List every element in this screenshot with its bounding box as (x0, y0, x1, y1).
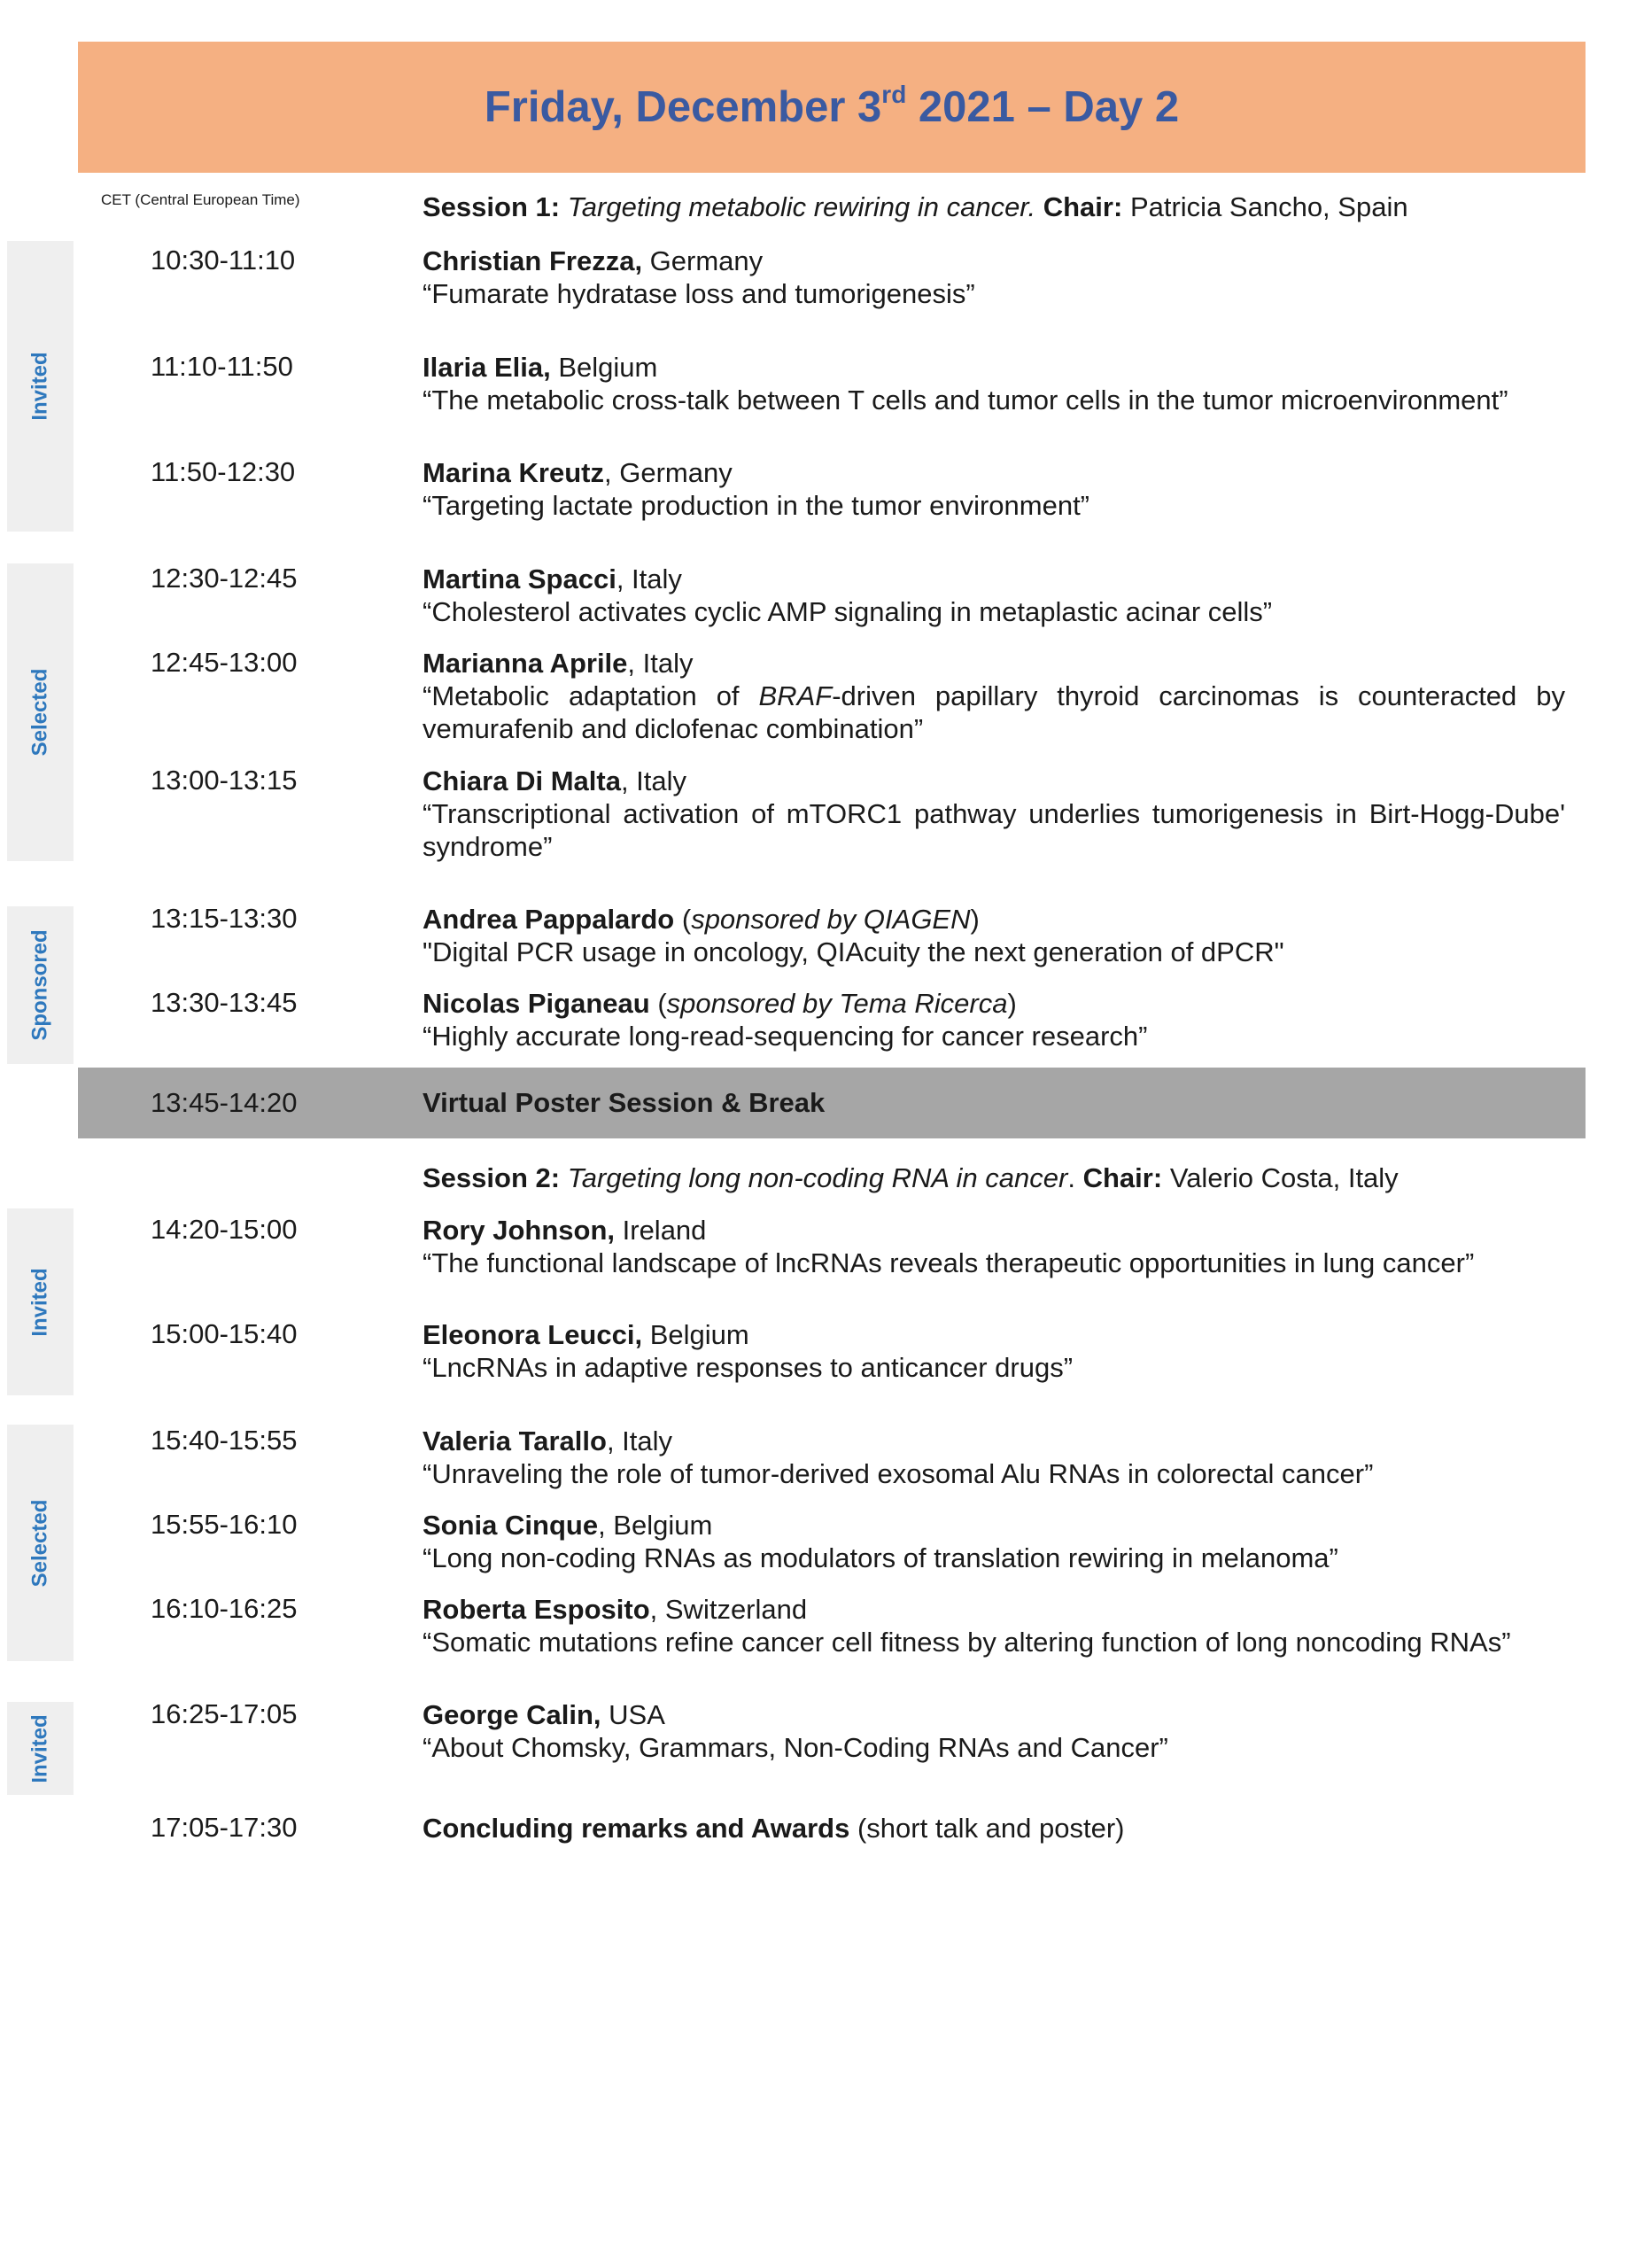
talk-title-part: “Metabolic adaptation of (423, 680, 759, 711)
closing-label: Concluding remarks and Awards (423, 1813, 850, 1844)
tag-invited-2 (7, 1208, 74, 1395)
talk-title: "Digital PCR usage in oncology, QIAcuity the next generation of dPCR" (423, 936, 1284, 967)
talk-time: 15:55-16:10 (151, 1509, 298, 1540)
tag-label: Selected (27, 668, 52, 757)
tag-selected-1 (7, 563, 74, 861)
talk-entry (423, 456, 1565, 522)
talk-title: “About Chomsky, Grammars, Non-Coding RNAs and Cancer” (423, 1732, 1168, 1763)
day-title (485, 82, 1179, 132)
day-title-year: 2021 – Day 2 (906, 83, 1180, 131)
talk-entry (423, 765, 1565, 863)
tag-label: Invited (27, 1267, 52, 1337)
sponsor-paren: ) (970, 904, 980, 935)
speaker-country: , Italy (606, 1425, 673, 1456)
speaker-country: , Germany (603, 457, 733, 488)
speaker-name: Eleonora Leucci, (423, 1319, 643, 1350)
talk-title: “Unraveling the role of tumor-derived exosomal Alu RNAs in colorectal cancer” (423, 1458, 1374, 1489)
session-1-label: Session 1: (423, 191, 561, 222)
talk-entry (423, 1318, 1565, 1384)
talk-title (423, 680, 1565, 744)
closing-entry (423, 1812, 1565, 1845)
sponsor-paren: ( (649, 988, 667, 1019)
session-1-chair: Patricia Sancho, Spain (1129, 191, 1408, 222)
talk-title: “The functional landscape of lncRNAs reveals therapeutic opportunities in lung cancer” (423, 1247, 1475, 1278)
speaker-country: Belgium (550, 352, 658, 383)
tag-label: Selected (27, 1499, 52, 1587)
tag-invited-1 (7, 241, 74, 532)
speaker-name: Martina Spacci (423, 563, 616, 594)
talk-title-part: -driven papillary thyroid carcinomas is counteracted by vemurafenib and diclofenac combination” (423, 680, 1565, 744)
sponsor-note: sponsored by Tema Ricerca (666, 988, 1008, 1019)
speaker-name: Valeria Tarallo (423, 1425, 607, 1456)
speaker-name: Marianna Aprile (423, 648, 628, 679)
speaker-country: , Switzerland (649, 1594, 808, 1625)
closing-time: 17:05-17:30 (151, 1812, 298, 1843)
talk-time: 15:00-15:40 (151, 1318, 298, 1349)
talk-entry (423, 245, 1565, 310)
tag-selected-2 (7, 1425, 74, 1661)
closing-note: (short talk and poster) (849, 1813, 1125, 1844)
break-time: 13:45-14:20 (151, 1087, 298, 1118)
tag-sponsored (7, 906, 74, 1064)
speaker-name: Rory Johnson, (423, 1215, 616, 1246)
timezone-note: CET (Central European Time) (101, 191, 300, 208)
speaker-country: Germany (642, 245, 764, 276)
talk-time: 16:10-16:25 (151, 1593, 298, 1624)
speaker-country: , Belgium (598, 1510, 713, 1541)
talk-time: 12:30-12:45 (151, 563, 298, 594)
talk-time: 13:30-13:45 (151, 987, 298, 1018)
talk-title: “The metabolic cross-talk between T cells and tumor cells in the tumor microenvironment” (423, 384, 1508, 416)
talk-entry (423, 987, 1565, 1052)
speaker-country: , Italy (616, 563, 682, 594)
break-label: Virtual Poster Session & Break (423, 1087, 826, 1118)
speaker-name: Ilaria Elia, (423, 352, 551, 383)
talk-time: 15:40-15:55 (151, 1425, 298, 1456)
sponsor-paren: ( (674, 904, 692, 935)
tag-label: Invited (27, 1713, 52, 1783)
talk-time: 13:15-13:30 (151, 903, 298, 934)
session-2-chair: Valerio Costa, Italy (1169, 1162, 1399, 1193)
talk-title: “Cholesterol activates cyclic AMP signaling in metaplastic acinar cells” (423, 596, 1273, 627)
day-title-main: Friday, December 3 (484, 83, 882, 131)
talk-title: “Fumarate hydratase loss and tumorigenesis” (423, 278, 975, 309)
speaker-name: Christian Frezza, (423, 245, 643, 276)
talk-title: “Long non-coding RNAs as modulators of translation rewiring in melanoma” (423, 1542, 1338, 1573)
talk-entry (423, 1593, 1565, 1658)
talk-title: “Transcriptional activation of mTORC1 pathway underlies tumorigenesis in Birt-Hogg-Dube' syndrome” (423, 798, 1565, 862)
tag-label: Invited (27, 352, 52, 421)
tag-invited-3 (7, 1702, 74, 1795)
talk-time: 12:45-13:00 (151, 647, 298, 678)
speaker-country: USA (601, 1699, 665, 1730)
talk-time: 16:25-17:05 (151, 1698, 298, 1729)
talk-title: “LncRNAs in adaptive responses to anticancer drugs” (423, 1352, 1074, 1383)
speaker-name: Sonia Cinque (423, 1510, 599, 1541)
sponsor-paren: ) (1007, 988, 1017, 1019)
talk-time: 13:00-13:15 (151, 765, 298, 796)
talk-entry (423, 1425, 1565, 1490)
talk-title: “Highly accurate long-read-sequencing for cancer research” (423, 1021, 1148, 1052)
speaker-country: Ireland (615, 1215, 707, 1246)
talk-entry (423, 1214, 1565, 1279)
session-2-label: Session 2: (423, 1162, 561, 1193)
talk-entry (423, 1509, 1565, 1574)
speaker-name: Nicolas Piganeau (423, 988, 650, 1019)
session-1-header (423, 190, 1565, 223)
talk-time: 10:30-11:10 (151, 245, 296, 276)
talk-time: 14:20-15:00 (151, 1214, 298, 1245)
session-1-chair-label: Chair: (1043, 191, 1123, 222)
talk-entry (423, 351, 1565, 416)
session-2-chair-label: Chair: (1082, 1162, 1163, 1193)
talk-title-gene: BRAF (758, 680, 833, 711)
talk-entry (423, 903, 1565, 968)
talk-title: “Targeting lactate production in the tumor environment” (423, 490, 1090, 521)
session-2-topic-end: . (1067, 1162, 1075, 1193)
talk-time: 11:10-11:50 (151, 351, 293, 382)
speaker-name: Chiara Di Malta (423, 765, 621, 796)
break-row (78, 1068, 1586, 1138)
talk-entry (423, 647, 1565, 745)
speaker-name: Roberta Esposito (423, 1594, 650, 1625)
day-title-ordinal: rd (881, 80, 907, 108)
session-1-topic: Targeting metabolic rewiring in cancer. (567, 191, 1036, 222)
speaker-name: Andrea Pappalardo (423, 904, 675, 935)
day-header (78, 42, 1586, 173)
talk-entry (423, 1698, 1565, 1764)
speaker-name: Marina Kreutz (423, 457, 604, 488)
tag-label: Sponsored (27, 929, 52, 1041)
speaker-country: Belgium (642, 1319, 749, 1350)
session-2-header (423, 1161, 1565, 1194)
speaker-name: George Calin, (423, 1699, 601, 1730)
talk-entry (423, 563, 1565, 628)
speaker-country: , Italy (620, 765, 687, 796)
speaker-country: , Italy (627, 648, 694, 679)
talk-title: “Somatic mutations refine cancer cell fitness by altering function of long noncoding RNAs” (423, 1627, 1511, 1658)
sponsor-note: sponsored by QIAGEN (691, 904, 971, 935)
talk-time: 11:50-12:30 (151, 456, 296, 487)
session-2-topic: Targeting long non-coding RNA in cancer (567, 1162, 1068, 1193)
